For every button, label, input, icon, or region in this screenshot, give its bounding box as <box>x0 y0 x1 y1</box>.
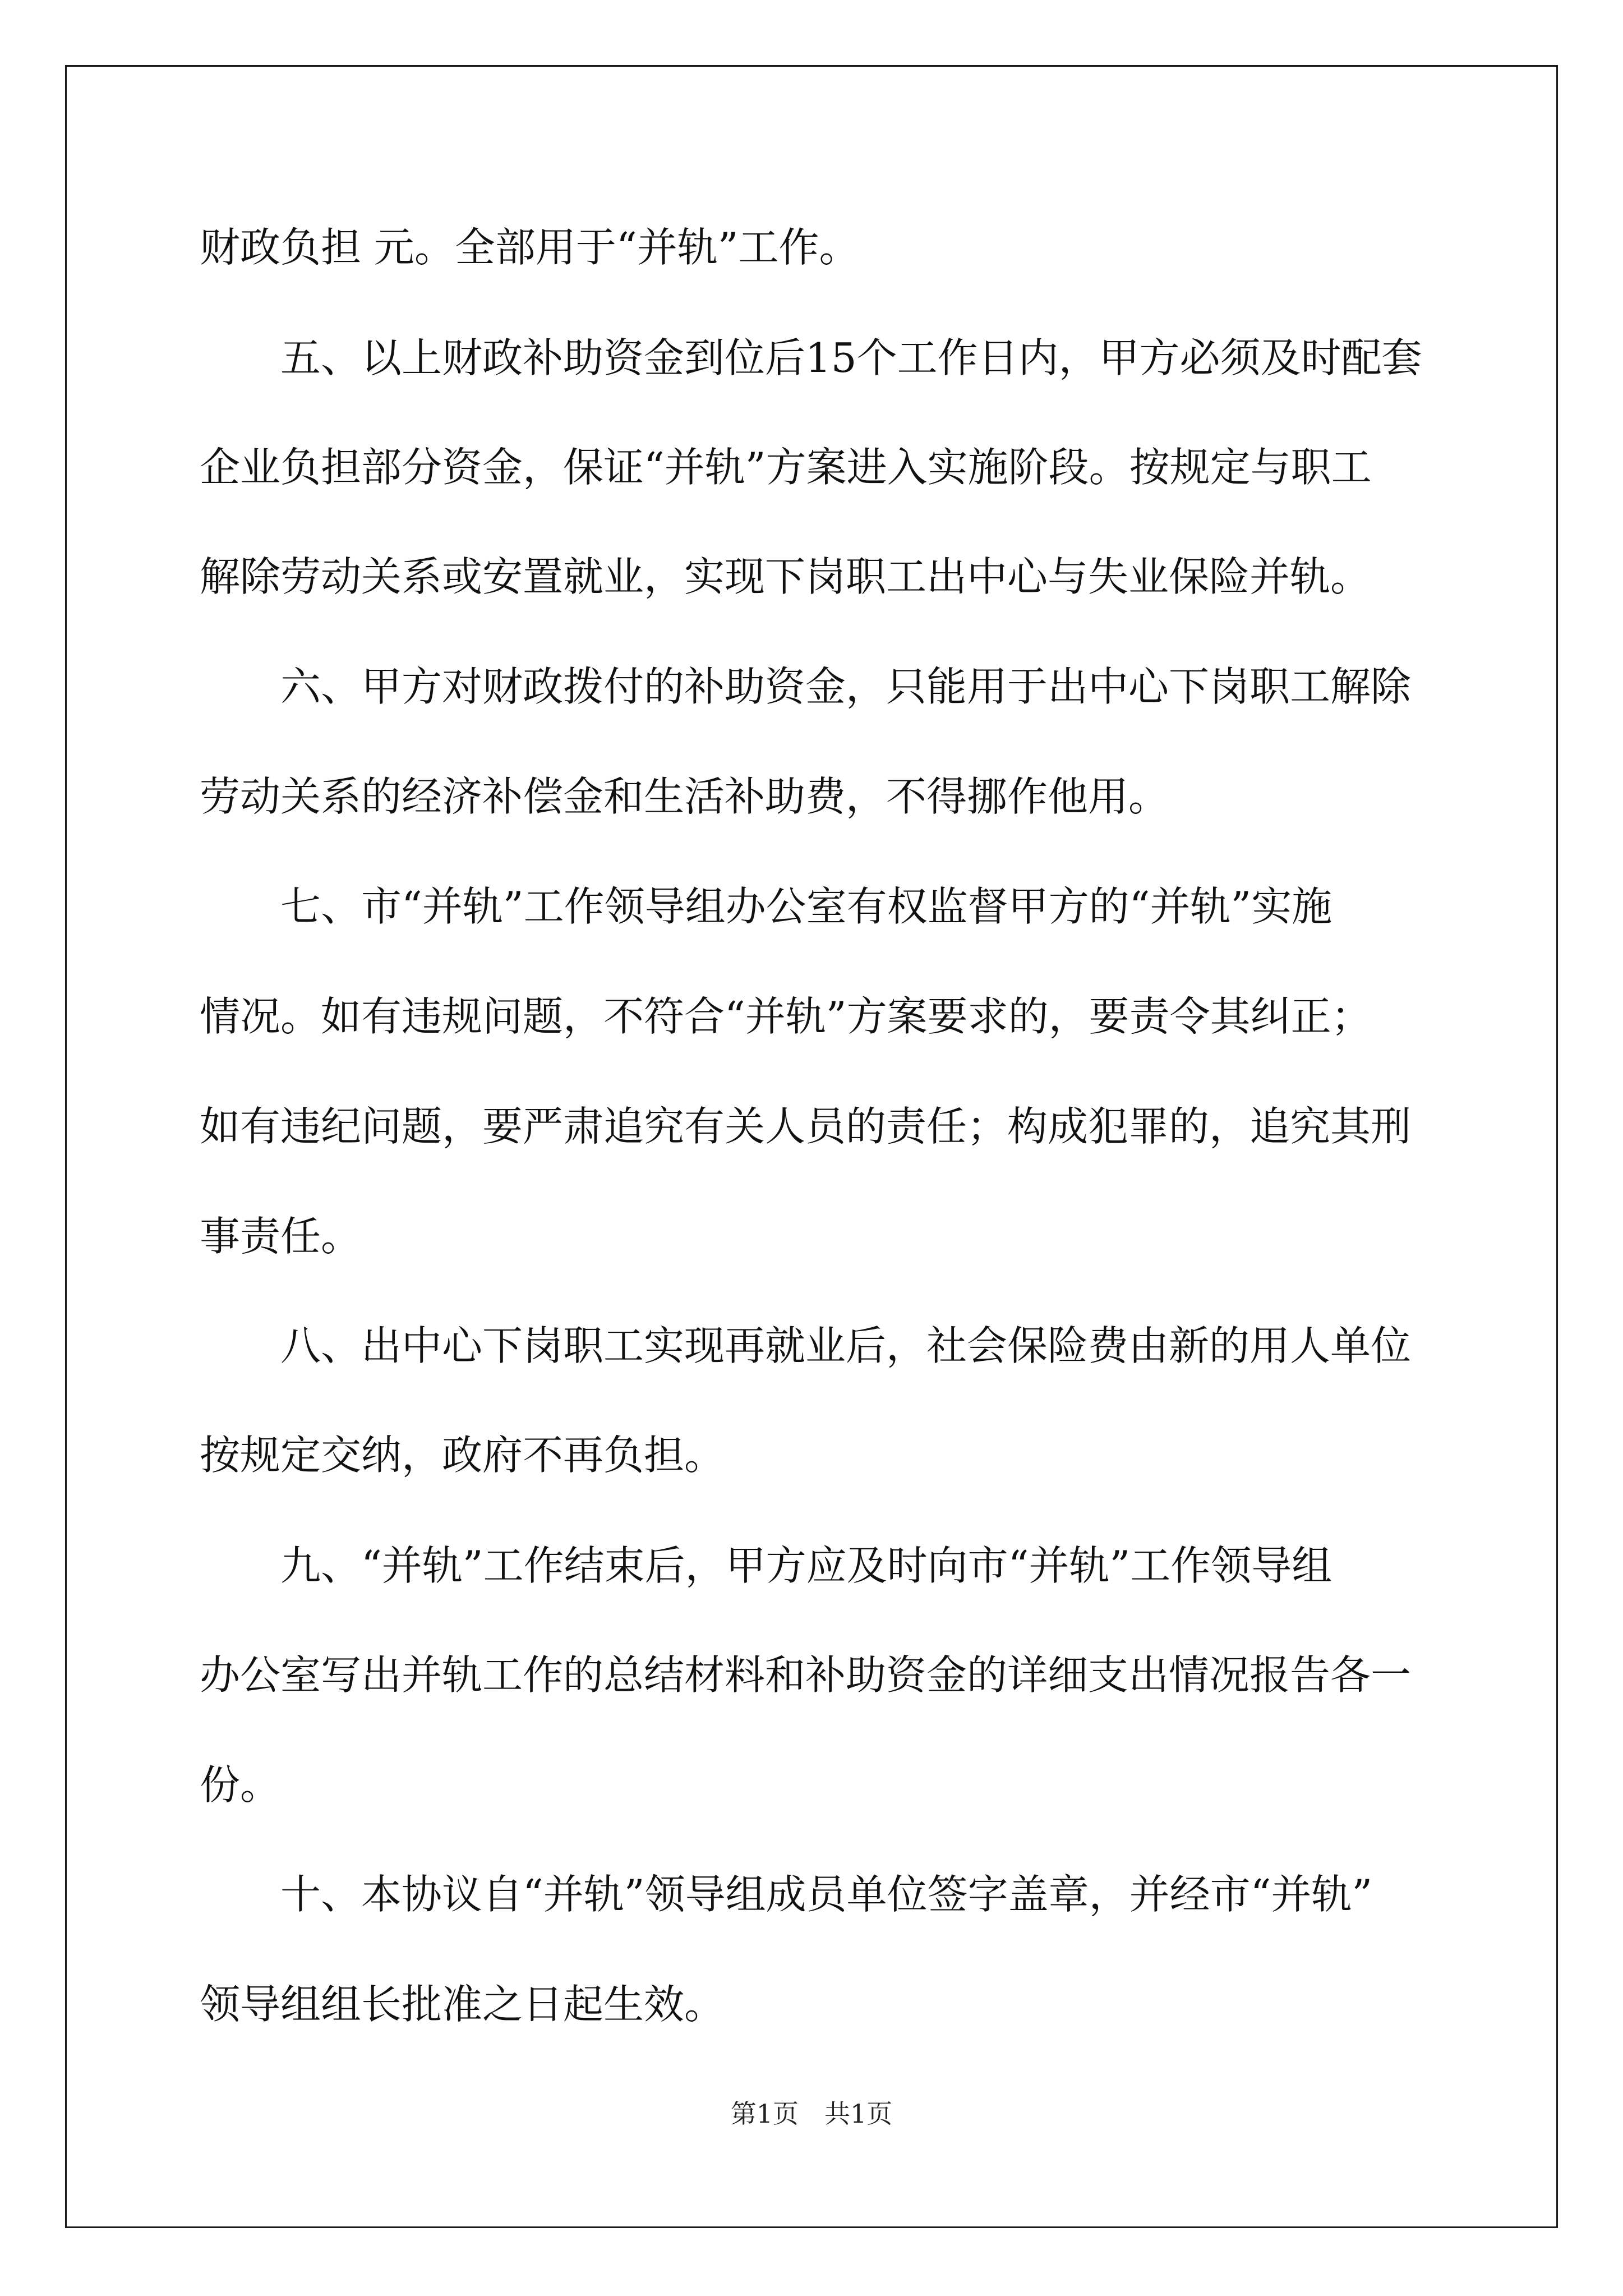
clause-6-line-1: 六、甲方对财政拨付的补助资金，只能用于出中心下岗职工解除 <box>280 663 1412 710</box>
text-line: 按规定交纳，政府不再负担。 <box>200 1432 725 1479</box>
text-line: 解除劳动关系或安置就业，实现下岗职工出中心与失业保险并轨。 <box>200 553 1371 600</box>
page-number-footer: 第1页 共1页 <box>730 2099 893 2129</box>
clause-10-line-1: 十、本协议自“并轨”领导组成员单位签字盖章，并经市“并轨” <box>280 1871 1373 1918</box>
clause-8-line-1: 八、出中心下岗职工实现再就业后，社会保险费由新的用人单位 <box>280 1322 1412 1369</box>
text-line: 领导组组长批准之日起生效。 <box>200 1981 725 2028</box>
text-line: 财政负担 元。全部用于“并轨”工作。 <box>200 224 860 271</box>
text-line: 情况。如有违规问题，不符合“并轨”方案要求的，要责令其纠正； <box>200 993 1372 1040</box>
clause-7-line-1: 七、市“并轨”工作领导组办公室有权监督甲方的“并轨”实施 <box>280 883 1332 930</box>
text-line: 份。 <box>200 1761 281 1809</box>
clause-5-line-1: 五、以上财政补助资金到位后15个工作日内，甲方必须及时配套 <box>280 334 1422 381</box>
text-line: 劳动关系的经济补偿金和生活补助费，不得挪作他用。 <box>200 773 1169 820</box>
text-line: 办公室写出并轨工作的总结材料和补助资金的详细支出情况报告各一 <box>200 1651 1412 1699</box>
text-line: 事责任。 <box>200 1213 362 1260</box>
text-line: 企业负担部分资金，保证“并轨”方案进入实施阶段。按规定与职工 <box>200 444 1372 491</box>
text-line: 如有违纪问题，要严肃追究有关人员的责任；构成犯罪的，追究其刑 <box>200 1103 1412 1150</box>
clause-9-line-1: 九、“并轨”工作结束后，甲方应及时向市“并轨”工作领导组 <box>280 1542 1332 1589</box>
